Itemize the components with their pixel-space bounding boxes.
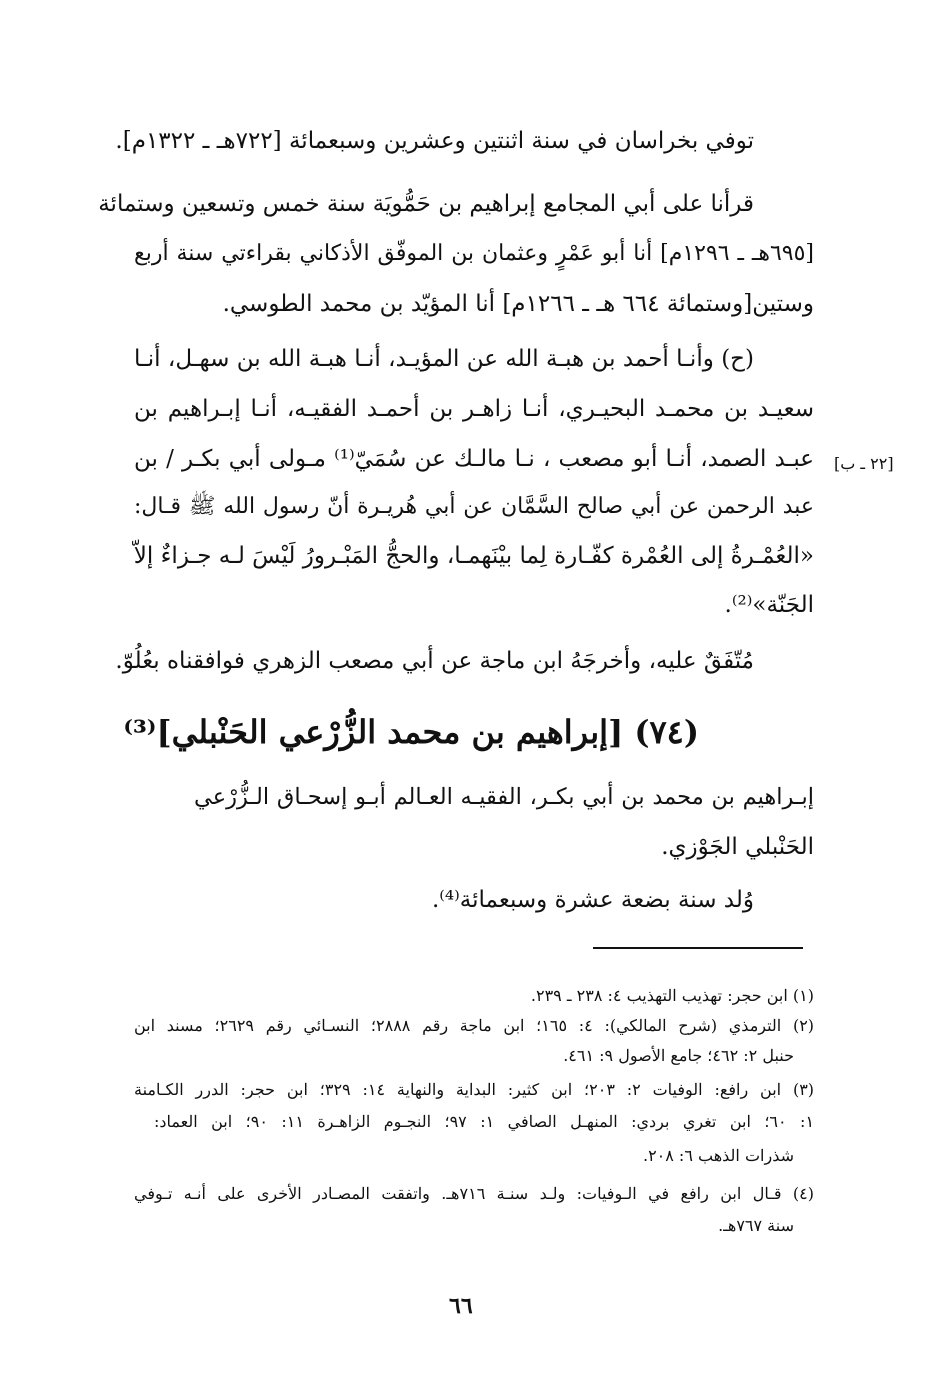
body-line: وُلد سنة بضعة عشرة وسبعمائة⁽⁴⁾. [431, 887, 754, 913]
entry-heading: (٧٤) [إبراهيم بن محمد الزُّرْعي الحَنْبلي]⁽³⁾ [123, 713, 699, 751]
body-line: [٦٩٥هـ ـ ١٢٩٦م] أنا أبو عَمْرٍ وعثمان بن الموفّق الأذكاني بقراءتي سنة أربع [134, 241, 814, 266]
margin-folio-note: [٢٢ ـ ب] [834, 454, 894, 473]
footnote: حنبل ٢: ٤٦٢؛ جامع الأصول ٩: ٤٦١. [563, 1046, 794, 1065]
footnote: ١: ٦٠؛ ابن تغري بردي: المنهـل الصافي ١: ٩٧؛ النجـوم الزاهـرة ١١: ٩٠؛ ابن العماد: [154, 1112, 815, 1131]
body-line: سعيـد بن محمـد البحيـري، أنـا زاهـر بن أحمـد الفقيـه، أنـا إبـراهيم بن [134, 396, 814, 422]
body-line: مُتّفَقٌ عليه، وأخرجَهُ ابن ماجة عن أبي مصعب الزهري فوافقناه بعُلُوّ. [115, 648, 754, 674]
footnote: (٤) قـال ابن رافع في الـوفيات: ولـد سنـة ٧١٦هـ. واتفقت المصـادر الأخرى على أنـه تـوفي [134, 1184, 815, 1203]
footnote-separator [593, 947, 803, 949]
body-line: عبد الرحمن عن أبي صالح السَّمَّان عن أبي هُريـرة أنّ رسول الله ﷺ قـال: [134, 494, 814, 519]
page-number: ٦٦ [449, 1293, 473, 1319]
body-line: (ح) وأنـا أحمد بن هبـة الله عن المؤيـد، أنـا هبـة الله بن سهـل، أنـا [134, 346, 754, 372]
footnote: سنة ٧٦٧هـ. [718, 1216, 794, 1235]
body-line: الحَنْبلي الجَوْزي. [661, 834, 814, 860]
body-line: قرأنا على أبي المجامع إبراهيم بن حَمُّويَة سنة خمس وتسعين وستمائة [98, 191, 754, 217]
body-line: وستين[وستمائة ٦٦٤ هـ ـ ١٢٦٦م] أنا المؤيّد بن محمد الطوسي. [222, 291, 814, 317]
footnote: شذرات الذهب ٦: ٢٠٨. [642, 1146, 794, 1165]
body-line: الجَنّة»⁽²⁾. [724, 592, 814, 618]
body-line: إبـراهيم بن محمد بن أبي بكـر، الفقيـه العـالم أبـو إسحـاق الـزُّرْعي [194, 784, 814, 810]
body-line: عبـد الصمد، أنـا أبو مصعب ، نـا مالـك عن سُمَيّ⁽¹⁾ مـولى أبي بكـر / بن [134, 446, 815, 472]
footnote: (٣) ابن رافع: الوفيات ٢: ٢٠٣؛ ابن كثير: البداية والنهاية ١٤: ٣٢٩؛ ابن حجر: الدرر الكـامنة [134, 1080, 815, 1099]
footnote: (١) ابن حجر: تهذيب التهذيب ٤: ٢٣٨ ـ ٢٣٩. [530, 986, 814, 1005]
body-line: «العُمْـرةُ إلى العُمْرة كفّـارة لِما بيْنَهمـا، والحجُّ المَبْـرورُ لَيْسَ لـه جـزاءٌ إلاّ [133, 543, 814, 569]
footnote: (٢) الترمذي (شرح المالكي): ٤: ١٦٥؛ ابن ماجة رقم ٢٨٨٨؛ النسـائي رقم ٢٦٢٩؛ مسند ابن [134, 1016, 815, 1035]
body-line: توفي بخراسان في سنة اثنتين وعشرين وسبعمائة [٧٢٢هـ ـ ١٣٢٢م]. [115, 128, 754, 154]
